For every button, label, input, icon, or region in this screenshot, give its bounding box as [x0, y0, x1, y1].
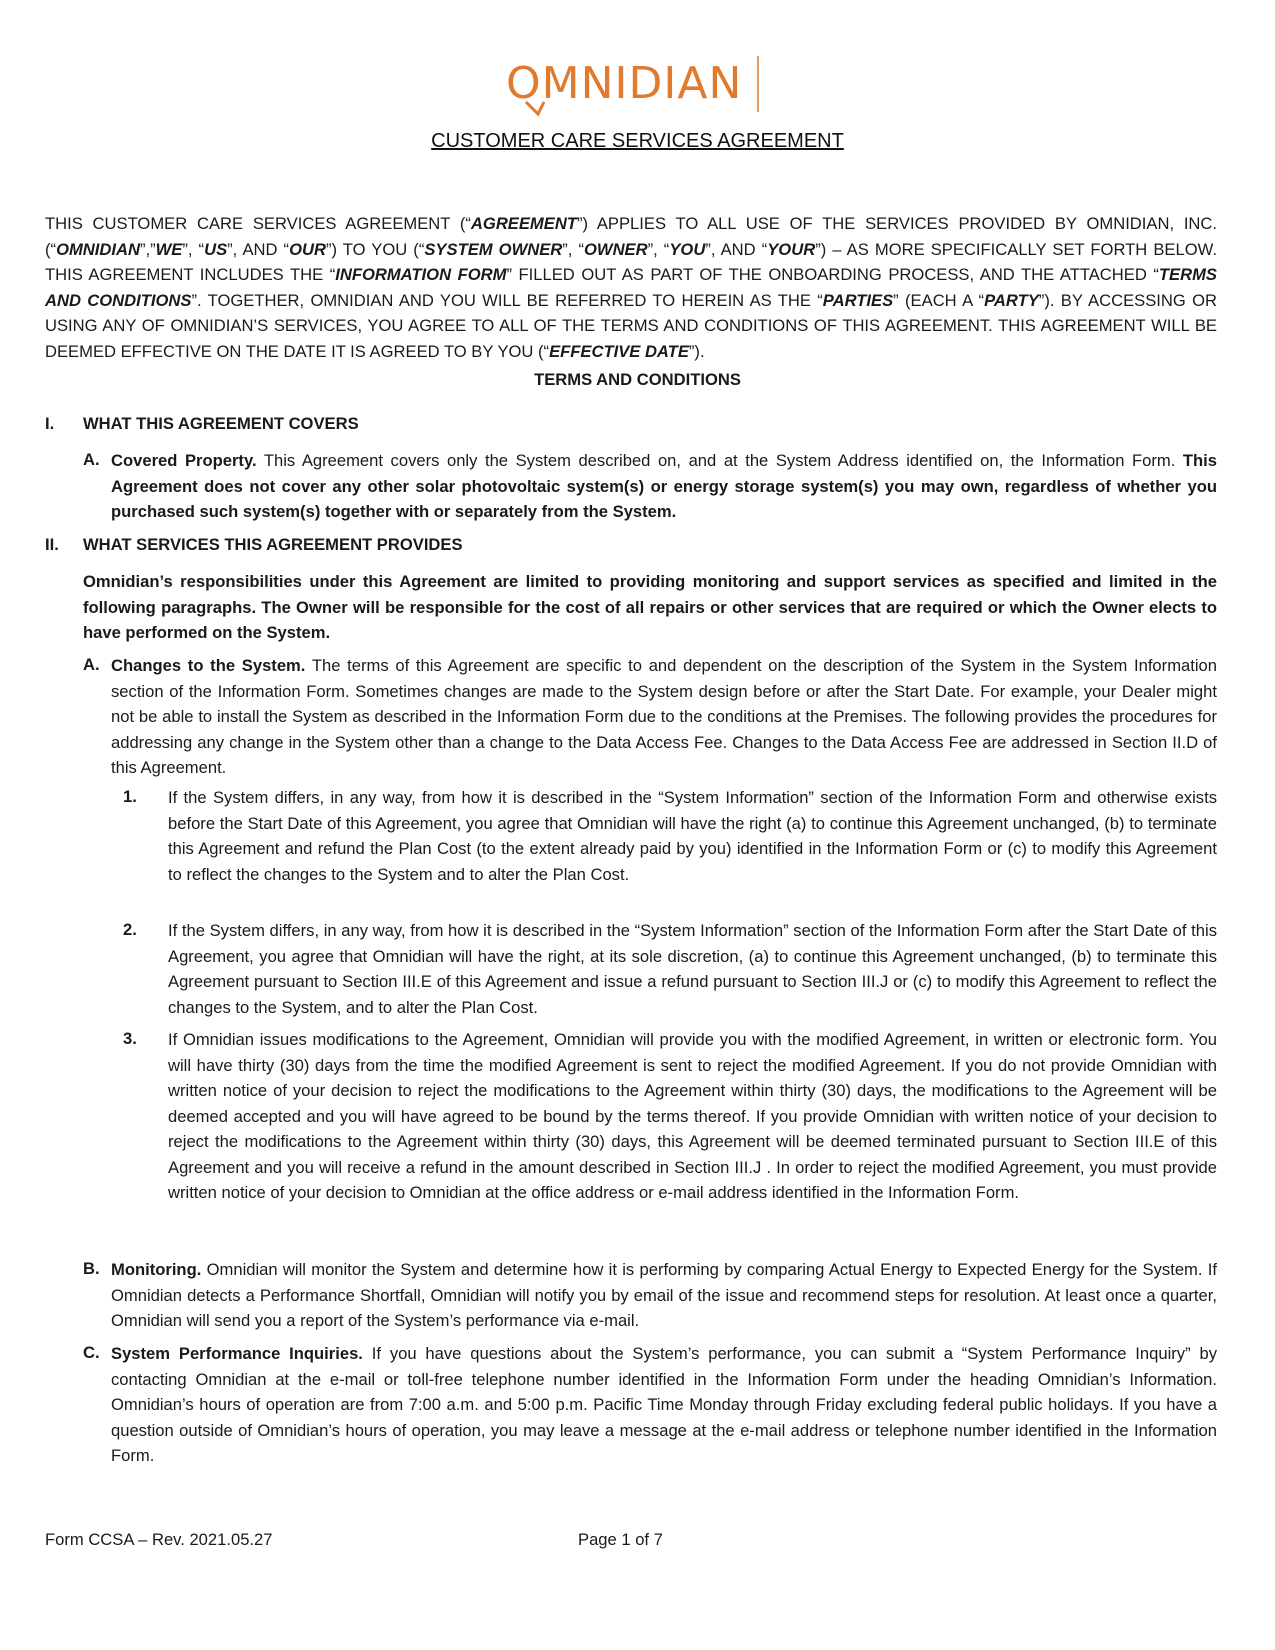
- intro-text-run: ”) APPLIES TO ALL USE OF THE SERVICES PROVIDED BY OMNIDIAN, INC. (“: [45, 214, 1218, 259]
- section-2-number: II.: [45, 535, 59, 554]
- intro-paragraph: [45, 211, 1217, 364]
- intro-text-run: ”). BY ACCESSING OR USING ANY OF OMNIDIAN’S SERVICES, YOU AGREE TO ALL OF THE TERMS AND CONDITIONS OF THIS AGREEMENT. THIS AGREEMENT WILL BE DEEMED EFFECTIVE ON THE DATE IT IS AGREED TO BY YOU (“: [45, 290, 1217, 361]
- footer-page-number: Page 1 of 7: [578, 1530, 663, 1549]
- section-2-title: WHAT SERVICES THIS AGREEMENT PROVIDES: [83, 535, 463, 554]
- intro-text-run: ”).: [688, 341, 705, 361]
- intro-defined-term: INFORMATION FORM: [335, 265, 507, 284]
- intro-defined-term: OMNIDIAN: [56, 239, 140, 259]
- intro-defined-term: PARTIES: [822, 290, 894, 310]
- intro-text-run: ”) TO YOU (“: [325, 239, 425, 259]
- intro-text-run: ”,”: [139, 239, 156, 259]
- omnidian-logo: [504, 52, 774, 118]
- intro-defined-term: YOUR: [767, 239, 816, 259]
- section-2a-paragraph: [111, 653, 1217, 781]
- section-2b-letter: B.: [83, 1259, 100, 1278]
- intro-text-run: ” (EACH A “: [893, 290, 985, 310]
- intro-text-run: ”, “: [647, 239, 670, 259]
- item-1-text: If the System differs, in any way, from how it is described in the “System Information” section of the Information Form and otherwise exists before the Start Date of this Agreement, you agree that Omnidian will have the right (a) to continue this Agreement unchanged, (b) to terminate this Agreement and refund the Plan Cost (to the extent already paid by you) identified in the Information Form or (c) to modify this Agreement to reflect the changes to the System and to alter the Plan Cost.: [168, 788, 1217, 884]
- section-1a-bold-text: This Agreement does not cover any other solar photovoltaic system(s) or energy storage system(s) you may own, regardless of whether you purchased such system(s) together with or separately from the System.: [111, 451, 1217, 521]
- section-1-title: WHAT THIS AGREEMENT COVERS: [83, 414, 359, 433]
- intro-defined-term: WE: [155, 239, 183, 259]
- intro-defined-term: AGREEMENT: [470, 214, 577, 233]
- section-1a-text: This Agreement covers only the System described on, and at the System Address identified on, the Information Form.: [256, 451, 1183, 470]
- item-2-number: 2.: [123, 920, 137, 939]
- section-2b-heading: Monitoring.: [111, 1260, 202, 1279]
- terms-heading: TERMS AND CONDITIONS: [534, 370, 741, 389]
- intro-text-run: ”, “: [182, 239, 205, 259]
- section-2c-text: If you have questions about the System’s performance, you can submit a “System Performance Inquiry” by contacting Omnidian at the e-mail or toll-free telephone number identified in the Information Form under the heading Omnidian’s Information. Omnidian’s hours of operation are from 7:00 a.m. and 5:00 p.m. Pacific Time Monday through Friday excluding federal public holidays. If you have a question outside of Omnidian’s hours of operation, you may leave a message at the e-mail address or telephone number identified in the Information Form.: [111, 1344, 1217, 1465]
- intro-text-run: ”) – AS MORE SPECIFICALLY SET FORTH BELOW. THIS AGREEMENT INCLUDES THE “: [45, 239, 1217, 284]
- section-2c-paragraph: [111, 1341, 1217, 1469]
- footer-form-revision: Form CCSA – Rev. 2021.05.27: [45, 1530, 273, 1549]
- document-title: CUSTOMER CARE SERVICES AGREEMENT: [431, 130, 844, 152]
- section-2-lead: Omnidian’s responsibilities under this Agreement are limited to providing monitoring and support services as specified and limited in the following paragraphs. The Owner will be responsible for the cost of all repairs or other services that are required or which the Owner elects to have performed on the System.: [83, 572, 1217, 642]
- intro-defined-term: US: [204, 239, 228, 259]
- intro-defined-term: PARTY: [984, 290, 1039, 310]
- section-2a-letter: A.: [83, 655, 100, 674]
- intro-defined-term: TERMS AND CONDITIONS: [45, 265, 1217, 310]
- section-1a-letter: A.: [83, 450, 100, 469]
- intro-text-run: THIS CUSTOMER CARE SERVICES AGREEMENT (“: [45, 214, 471, 233]
- section-2c-letter: C.: [83, 1343, 100, 1362]
- section-2a-text: The terms of this Agreement are specific to and dependent on the description of the System in the System Information section of the Information Form. Sometimes changes are made to the System design before or after the Start Date. For example, your Dealer might not be able to install the System as described in the Information Form due to the conditions at the Premises. The following provides the procedures for addressing any change in the System other than a change to the Data Access Fee. Changes to the Data Access Fee are addressed in Section II.D of this Agreement.: [111, 656, 1217, 777]
- section-2b-paragraph: [111, 1257, 1217, 1334]
- intro-text-run: ” FILLED OUT AS PART OF THE ONBOARDING PROCESS, AND THE ATTACHED “: [506, 265, 1159, 284]
- intro-defined-term: OWNER: [584, 239, 648, 259]
- section-1-number: I.: [45, 414, 55, 433]
- section-1a-paragraph: [111, 448, 1217, 525]
- intro-defined-term: OUR: [289, 239, 326, 259]
- intro-text-run: ”. TOGETHER, OMNIDIAN AND YOU WILL BE REFERRED TO HEREIN AS THE “: [191, 290, 823, 310]
- intro-defined-term: SYSTEM OWNER: [424, 239, 563, 259]
- item-2-text: If the System differs, in any way, from how it is described in the “System Information” section of the Information Form after the Start Date of this Agreement, you agree that Omnidian will have the right, at its sole discretion, (a) to continue this Agreement unchanged, (b) to terminate this Agreement pursuant to Section III.E of this Agreement and issue a refund pursuant to Section III.J or (c) to modify this Agreement to reflect the changes to the System, and to alter the Plan Cost.: [168, 921, 1217, 1017]
- intro-text-run: ”, “: [562, 239, 584, 259]
- section-2c-heading: System Performance Inquiries.: [111, 1344, 363, 1363]
- item-3-number: 3.: [123, 1029, 137, 1048]
- section-2a-heading: Changes to the System.: [111, 656, 306, 675]
- logo-text: OMNIDIAN: [506, 58, 743, 109]
- intro-text-run: ”, AND “: [705, 239, 768, 259]
- item-3-text: If Omnidian issues modifications to the Agreement, Omnidian will provide you with the modified Agreement, in written or electronic form. You will have thirty (30) days from the time the modified Agreement is sent to reject the modified Agreement. If you do not provide Omnidian with written notice of your decision to reject the modifications to the Agreement within thirty (30) days, the modifications to the Agreement will be deemed accepted and you will have agreed to be bound by the terms thereof. If you provide Omnidian with written notice of your decision to reject the modifications to the Agreement within thirty (30) days, this Agreement will be deemed terminated pursuant to Section III.E of this Agreement and you will receive a refund in the amount described in Section III.J . In order to reject the modified Agreement, you must provide written notice of your decision to Omnidian at the office address or e-mail address identified in the Information Form.: [168, 1030, 1217, 1202]
- intro-text-run: ”, AND “: [227, 239, 290, 259]
- item-1-number: 1.: [123, 787, 137, 806]
- intro-defined-term: YOU: [669, 239, 706, 259]
- section-2b-text: Omnidian will monitor the System and determine how it is performing by comparing Actual Energy to Expected Energy for the System. If Omnidian detects a Performance Shortfall, Omnidian will notify you by email of the issue and recommend steps for resolution. At least once a quarter, Omnidian will send you a report of the System’s performance via e-mail.: [111, 1260, 1217, 1330]
- section-1a-heading: Covered Property.: [111, 451, 257, 470]
- intro-defined-term: EFFECTIVE DATE: [549, 341, 689, 361]
